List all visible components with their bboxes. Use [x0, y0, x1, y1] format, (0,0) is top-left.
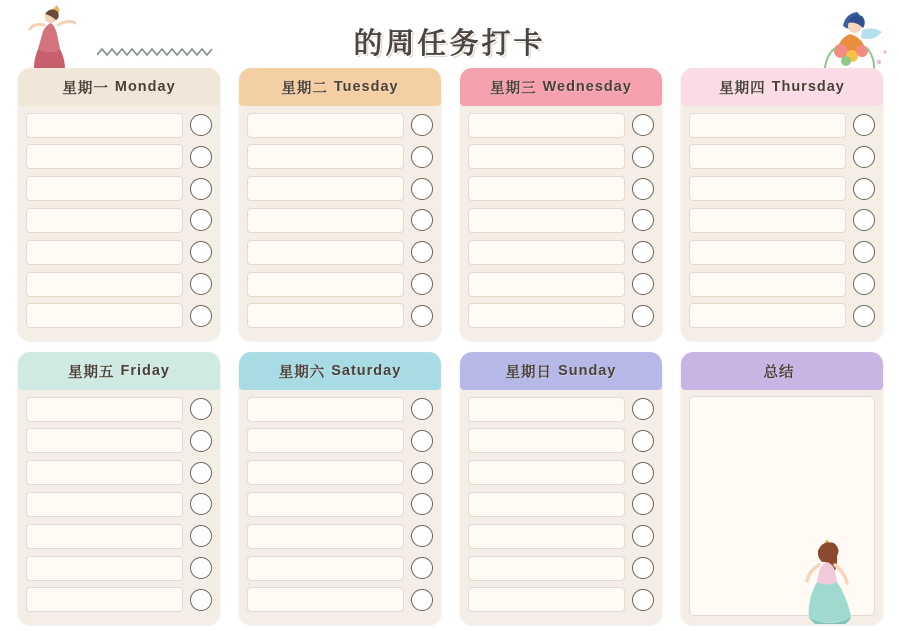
task-checkbox-circle[interactable] — [411, 557, 433, 579]
task-row — [468, 555, 654, 581]
day-label-cn-friday: 星期五 — [67, 364, 115, 381]
day-card-summary — [681, 352, 883, 624]
task-row — [26, 428, 212, 454]
task-input-line[interactable] — [26, 524, 183, 549]
task-checkbox-circle[interactable] — [411, 146, 433, 168]
task-checkbox-circle[interactable] — [632, 146, 654, 168]
task-input-line[interactable] — [247, 587, 404, 612]
day-label-en-saturday: Saturday — [331, 363, 402, 379]
task-input-line[interactable] — [689, 176, 846, 201]
task-checkbox-circle[interactable] — [190, 273, 212, 295]
task-row — [468, 428, 654, 454]
task-input-line[interactable] — [468, 303, 625, 328]
task-checkbox-circle[interactable] — [411, 398, 433, 420]
task-input-line[interactable] — [247, 272, 404, 297]
task-row — [26, 587, 212, 613]
day-card-sunday — [460, 352, 662, 624]
task-checkbox-circle[interactable] — [632, 493, 654, 515]
day-label-cn-tuesday: 星期二 — [281, 80, 328, 97]
task-checkbox-circle[interactable] — [411, 241, 433, 263]
task-input-line[interactable] — [26, 176, 183, 201]
task-input-line[interactable] — [468, 144, 625, 169]
task-input-line[interactable] — [26, 303, 183, 328]
task-row — [468, 396, 654, 422]
task-checkbox-circle[interactable] — [411, 430, 433, 452]
task-row — [468, 112, 654, 138]
task-row — [247, 144, 433, 170]
task-input-line[interactable] — [26, 492, 183, 517]
task-checkbox-circle[interactable] — [853, 114, 875, 136]
task-checkbox-circle[interactable] — [411, 114, 433, 136]
day-label-en-sunday: Sunday — [558, 363, 617, 379]
task-row — [247, 112, 433, 138]
task-list-saturday — [239, 390, 441, 624]
task-input-line[interactable] — [26, 587, 183, 612]
task-input-line[interactable] — [247, 428, 404, 453]
task-row — [689, 144, 875, 170]
task-checkbox-circle[interactable] — [190, 241, 212, 263]
task-input-line[interactable] — [689, 208, 846, 233]
task-row — [247, 491, 433, 517]
task-input-line[interactable] — [468, 428, 625, 453]
day-label-cn-monday: 星期一 — [62, 80, 109, 97]
task-input-line[interactable] — [468, 460, 625, 485]
task-input-line[interactable] — [26, 556, 183, 581]
task-list-friday — [18, 390, 220, 624]
task-input-line[interactable] — [26, 397, 183, 422]
task-row — [247, 239, 433, 265]
day-card-header-wednesday — [460, 68, 662, 106]
day-card-monday — [18, 68, 220, 340]
task-row — [247, 460, 433, 486]
task-input-line[interactable] — [689, 303, 846, 328]
task-input-line[interactable] — [468, 272, 625, 297]
task-checkbox-circle[interactable] — [411, 525, 433, 547]
task-input-line[interactable] — [247, 176, 404, 201]
task-input-line[interactable] — [247, 397, 404, 422]
day-label-cn-saturday: 星期六 — [278, 364, 326, 381]
task-input-line[interactable] — [247, 303, 404, 328]
task-checkbox-circle[interactable] — [190, 589, 212, 611]
page-title-text: 的周任务打卡 — [353, 27, 546, 60]
task-checkbox-circle[interactable] — [190, 305, 212, 327]
day-label-en-thursday: Thursday — [771, 79, 845, 95]
task-row — [247, 271, 433, 297]
task-checkbox-circle[interactable] — [853, 178, 875, 200]
task-row — [247, 555, 433, 581]
task-input-line[interactable] — [247, 208, 404, 233]
task-input-line[interactable] — [26, 144, 183, 169]
summary-notes-area[interactable] — [689, 396, 875, 616]
task-row — [247, 396, 433, 422]
day-card-header-saturday — [239, 352, 441, 390]
task-checkbox-circle[interactable] — [411, 462, 433, 484]
task-row — [26, 555, 212, 581]
task-checkbox-circle[interactable] — [853, 305, 875, 327]
day-card-header-tuesday — [239, 68, 441, 106]
task-checkbox-circle[interactable] — [632, 114, 654, 136]
task-row — [689, 176, 875, 202]
task-input-line[interactable] — [247, 556, 404, 581]
task-row — [26, 303, 212, 329]
task-input-line[interactable] — [468, 492, 625, 517]
task-input-line[interactable] — [26, 428, 183, 453]
task-checkbox-circle[interactable] — [190, 398, 212, 420]
task-list-monday — [18, 106, 220, 340]
task-row — [689, 303, 875, 329]
task-checkbox-circle[interactable] — [190, 114, 212, 136]
task-input-line[interactable] — [247, 144, 404, 169]
day-label-cn-sunday: 星期日 — [505, 364, 553, 381]
task-checkbox-circle[interactable] — [632, 398, 654, 420]
task-row — [468, 144, 654, 170]
task-row — [26, 112, 212, 138]
task-row — [468, 239, 654, 265]
task-row — [689, 112, 875, 138]
task-row — [468, 207, 654, 233]
task-row — [247, 303, 433, 329]
task-input-line[interactable] — [247, 113, 404, 138]
day-label-cn-thursday: 星期四 — [719, 80, 766, 97]
task-checkbox-circle[interactable] — [190, 178, 212, 200]
day-label-en-tuesday: Tuesday — [333, 79, 399, 95]
task-input-line[interactable] — [26, 240, 183, 265]
day-label-en-wednesday: Wednesday — [542, 79, 632, 95]
task-input-line[interactable] — [689, 144, 846, 169]
task-row — [247, 587, 433, 613]
task-input-line[interactable] — [689, 240, 846, 265]
task-row — [26, 396, 212, 422]
task-row — [247, 523, 433, 549]
task-checkbox-circle[interactable] — [411, 305, 433, 327]
task-input-line[interactable] — [247, 492, 404, 517]
task-list-tuesday — [239, 106, 441, 340]
task-checkbox-circle[interactable] — [632, 273, 654, 295]
task-row — [468, 587, 654, 613]
task-row — [26, 239, 212, 265]
task-checkbox-circle[interactable] — [853, 146, 875, 168]
day-card-header-summary — [681, 352, 883, 390]
task-row — [468, 491, 654, 517]
task-row — [26, 207, 212, 233]
task-row — [26, 144, 212, 170]
task-checkbox-circle[interactable] — [190, 493, 212, 515]
task-checkbox-circle[interactable] — [411, 493, 433, 515]
task-checkbox-circle[interactable] — [632, 305, 654, 327]
task-checkbox-circle[interactable] — [411, 178, 433, 200]
day-card-tuesday — [239, 68, 441, 340]
task-row — [468, 523, 654, 549]
task-row — [247, 207, 433, 233]
task-input-line[interactable] — [26, 113, 183, 138]
task-row — [689, 271, 875, 297]
day-label-cn-summary: 总结 — [763, 364, 795, 381]
task-row — [468, 303, 654, 329]
task-checkbox-circle[interactable] — [190, 430, 212, 452]
weekday-card-grid — [18, 68, 884, 624]
task-input-line[interactable] — [468, 524, 625, 549]
task-row — [26, 491, 212, 517]
task-row — [689, 239, 875, 265]
task-checkbox-circle[interactable] — [632, 462, 654, 484]
task-checkbox-circle[interactable] — [190, 146, 212, 168]
day-card-header-thursday — [681, 68, 883, 106]
task-input-line[interactable] — [247, 240, 404, 265]
day-card-friday — [18, 352, 220, 624]
task-checkbox-circle[interactable] — [411, 273, 433, 295]
task-input-line[interactable] — [468, 176, 625, 201]
task-checkbox-circle[interactable] — [632, 589, 654, 611]
task-checkbox-circle[interactable] — [853, 241, 875, 263]
task-row — [26, 523, 212, 549]
day-label-en-monday: Monday — [114, 79, 176, 95]
task-list-sunday — [460, 390, 662, 624]
task-input-line[interactable] — [468, 208, 625, 233]
task-row — [689, 207, 875, 233]
task-checkbox-circle[interactable] — [190, 209, 212, 231]
task-checkbox-circle[interactable] — [632, 178, 654, 200]
day-label-en-friday: Friday — [120, 363, 170, 379]
day-label-cn-wednesday: 星期三 — [490, 80, 537, 97]
task-checkbox-circle[interactable] — [190, 462, 212, 484]
task-checkbox-circle[interactable] — [632, 525, 654, 547]
task-row — [26, 271, 212, 297]
task-input-line[interactable] — [468, 397, 625, 422]
task-checkbox-circle[interactable] — [853, 273, 875, 295]
task-input-line[interactable] — [468, 240, 625, 265]
task-checkbox-circle[interactable] — [190, 525, 212, 547]
task-input-line[interactable] — [468, 113, 625, 138]
task-row — [468, 271, 654, 297]
task-row — [247, 428, 433, 454]
task-checkbox-circle[interactable] — [632, 557, 654, 579]
day-card-header-sunday — [460, 352, 662, 390]
task-list-wednesday — [460, 106, 662, 340]
task-checkbox-circle[interactable] — [632, 430, 654, 452]
task-checkbox-circle[interactable] — [190, 557, 212, 579]
day-card-wednesday — [460, 68, 662, 340]
task-checkbox-circle[interactable] — [411, 209, 433, 231]
task-input-line[interactable] — [26, 208, 183, 233]
task-checkbox-circle[interactable] — [853, 209, 875, 231]
task-input-line[interactable] — [247, 460, 404, 485]
task-input-line[interactable] — [689, 113, 846, 138]
task-row — [26, 176, 212, 202]
task-row — [247, 176, 433, 202]
zigzag-squiggle-line — [97, 45, 215, 57]
task-input-line[interactable] — [468, 556, 625, 581]
task-input-line[interactable] — [26, 272, 183, 297]
task-checkbox-circle[interactable] — [632, 209, 654, 231]
task-input-line[interactable] — [689, 272, 846, 297]
task-list-thursday — [681, 106, 883, 340]
task-checkbox-circle[interactable] — [632, 241, 654, 263]
task-row — [468, 460, 654, 486]
day-card-header-friday — [18, 352, 220, 390]
task-checkbox-circle[interactable] — [411, 589, 433, 611]
task-input-line[interactable] — [468, 587, 625, 612]
day-card-header-monday — [18, 68, 220, 106]
task-row — [26, 460, 212, 486]
task-input-line[interactable] — [26, 460, 183, 485]
task-input-line[interactable] — [247, 524, 404, 549]
task-row — [468, 176, 654, 202]
day-card-thursday — [681, 68, 883, 340]
day-card-saturday — [239, 352, 441, 624]
